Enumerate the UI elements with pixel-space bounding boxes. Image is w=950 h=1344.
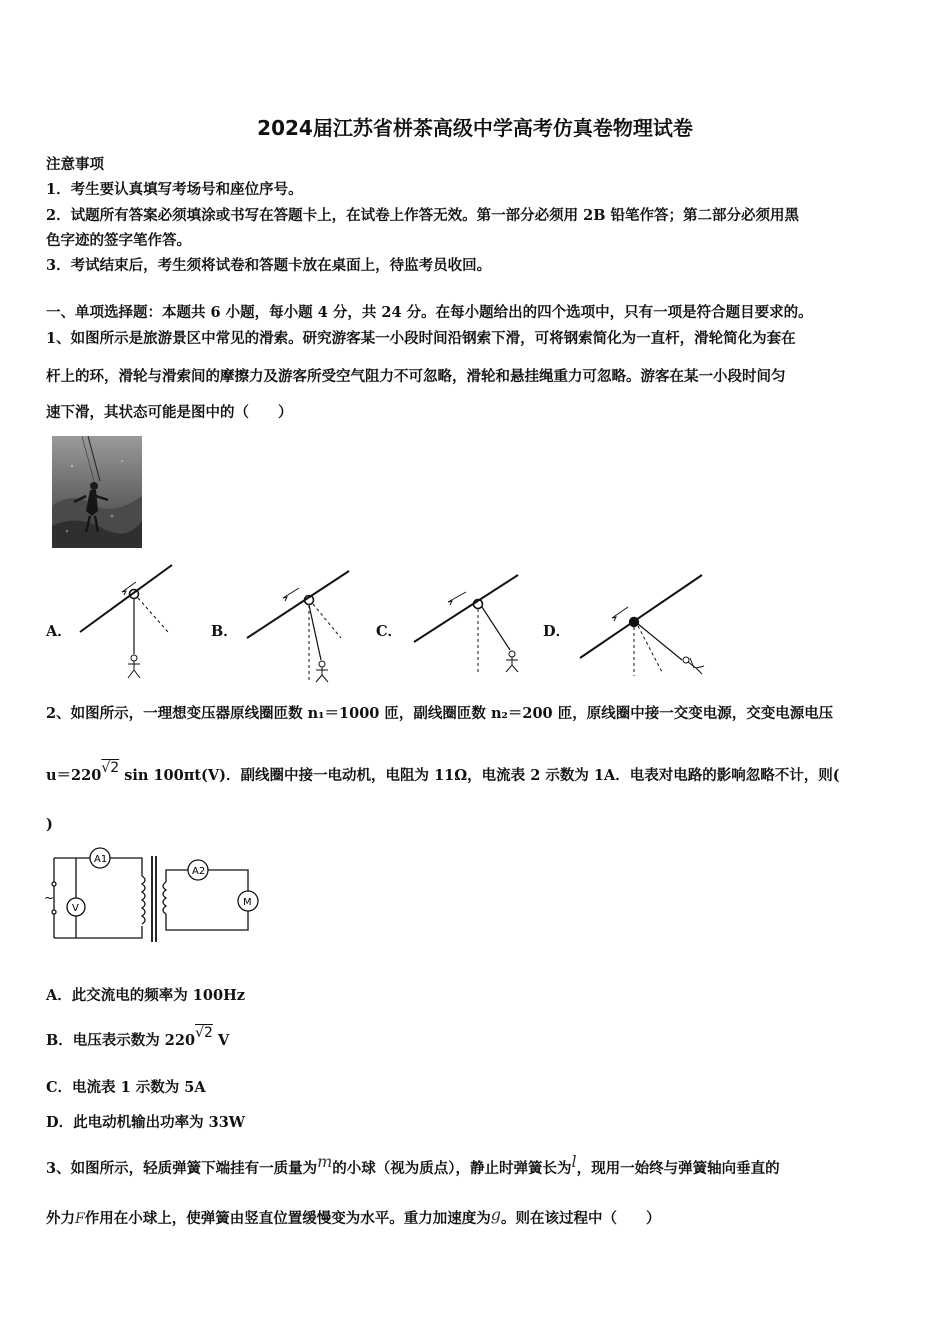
q1-option-c-figure[interactable] [412, 572, 524, 680]
ammeter-a1-label: A1 [94, 854, 108, 865]
page-title: 2024届江苏省栟茶高级中学高考仿真卷物理试卷 [257, 116, 693, 140]
q3-line1-pre: 3、如图所示，轻质弹簧下端挂有一质量为 [46, 1160, 318, 1177]
notice-item-1: 1．考生要认真填写考场号和座位序号。 [46, 181, 303, 198]
q2-line-2 [46, 760, 840, 785]
q1-line-2: 杆上的环，滑轮与滑索间的摩擦力及游客所受空气阻力不可忽略，滑轮和悬挂绳重力可忽略。游客在某一小段时间匀 [46, 368, 786, 385]
notice-item-3: 3．考试结束后，考生须将试卷和答题卡放在桌面上，待监考员收回。 [46, 257, 492, 274]
q2-option-c[interactable]: C．电流表 1 示数为 5A [46, 1079, 206, 1096]
q2-option-d[interactable]: D．此电动机输出功率为 33W [46, 1114, 246, 1131]
q2-option-b-suffix: V [212, 1032, 230, 1049]
sqrt-symbol [101, 760, 119, 776]
q2-line-3: ) [46, 816, 53, 833]
q1-option-c-label[interactable]: C． [376, 623, 403, 640]
section-heading: 一、单项选择题：本题共 6 小题，每小题 4 分，共 24 分。在每小题给出的四个选项中，只有一项是符合题目要求的。 [46, 304, 813, 321]
q3-line-2 [46, 1207, 660, 1228]
length-symbol: l [571, 1152, 577, 1171]
force-symbol: F [75, 1211, 85, 1227]
q3-line2-post: 。则在该过程中（ ） [500, 1210, 661, 1227]
sqrt-sign: √ [101, 760, 111, 776]
sqrt-symbol-b [195, 1025, 213, 1041]
q1-option-d-figure[interactable] [578, 572, 712, 680]
q2-option-a[interactable]: A．此交流电的频率为 100Hz [46, 987, 245, 1004]
q3-line2-pre: 外力 [46, 1210, 75, 1227]
sqrt-number: 2 [110, 760, 120, 776]
mass-symbol: m [317, 1152, 333, 1171]
transformer-circuit-diagram [42, 846, 262, 946]
motor-label: M [243, 897, 252, 908]
q1-option-b-figure[interactable] [245, 568, 355, 684]
q1-option-d-label[interactable]: D． [543, 623, 571, 640]
q2-voltage-suffix: sin 100πt(V)．副线圈中接一电动机，电阻为 11Ω，电流表 2 示数为 1A．电表对电路的影响忽略不计，则( [119, 767, 840, 784]
q2-line-1: 2、如图所示，一理想变压器原线圈匝数 n₁＝1000 匝，副线圈匝数 n₂＝200 匝，原线圈中接一交变电源，交变电源电压 [46, 705, 834, 722]
zipline-photo [52, 436, 142, 548]
q3-line2-mid: 作用在小球上，使弹簧由竖直位置缓慢变为水平。重力加速度为 [84, 1210, 491, 1227]
notice-item-2-cont: 色字迹的签字笔作答。 [46, 232, 191, 249]
q3-line1-post: ，现用一始终与弹簧轴向垂直的 [576, 1160, 780, 1177]
q2-voltage-prefix: u＝220 [46, 767, 102, 784]
voltmeter-label: V [72, 903, 79, 914]
q2-option-b-prefix: B．电压表示数为 220 [46, 1032, 196, 1049]
ac-source-symbol: ~ [44, 891, 55, 905]
q1-option-b-label[interactable]: B． [211, 623, 238, 640]
notice-item-2: 2．试题所有答案必须填涂或书写在答题卡上，在试卷上作答无效。第一部分必须用 2B 铅笔作答；第二部分必须用黑 [46, 207, 800, 224]
gravity-symbol: g [490, 1205, 501, 1224]
q1-line-1: 1、如图所示是旅游景区中常见的滑索。研究游客某一小段时间沿钢索下滑，可将钢索简化为一直杆，滑轮简化为套在 [46, 330, 796, 347]
q2-option-b[interactable] [46, 1025, 230, 1050]
q1-option-a-figure[interactable] [78, 562, 178, 684]
ammeter-a2-label: A2 [192, 866, 206, 877]
q3-line1-mid: 的小球（视为质点），静止时弹簧长为 [332, 1160, 572, 1177]
sqrt-number-b: 2 [204, 1025, 213, 1041]
q1-option-a-label[interactable]: A． [46, 623, 72, 640]
notice-heading: 注意事项 [46, 156, 104, 173]
q3-line-1 [46, 1152, 780, 1178]
sqrt-sign-b: √ [195, 1025, 204, 1041]
q1-line-3: 速下滑，其状态可能是图中的（ ） [46, 404, 293, 421]
